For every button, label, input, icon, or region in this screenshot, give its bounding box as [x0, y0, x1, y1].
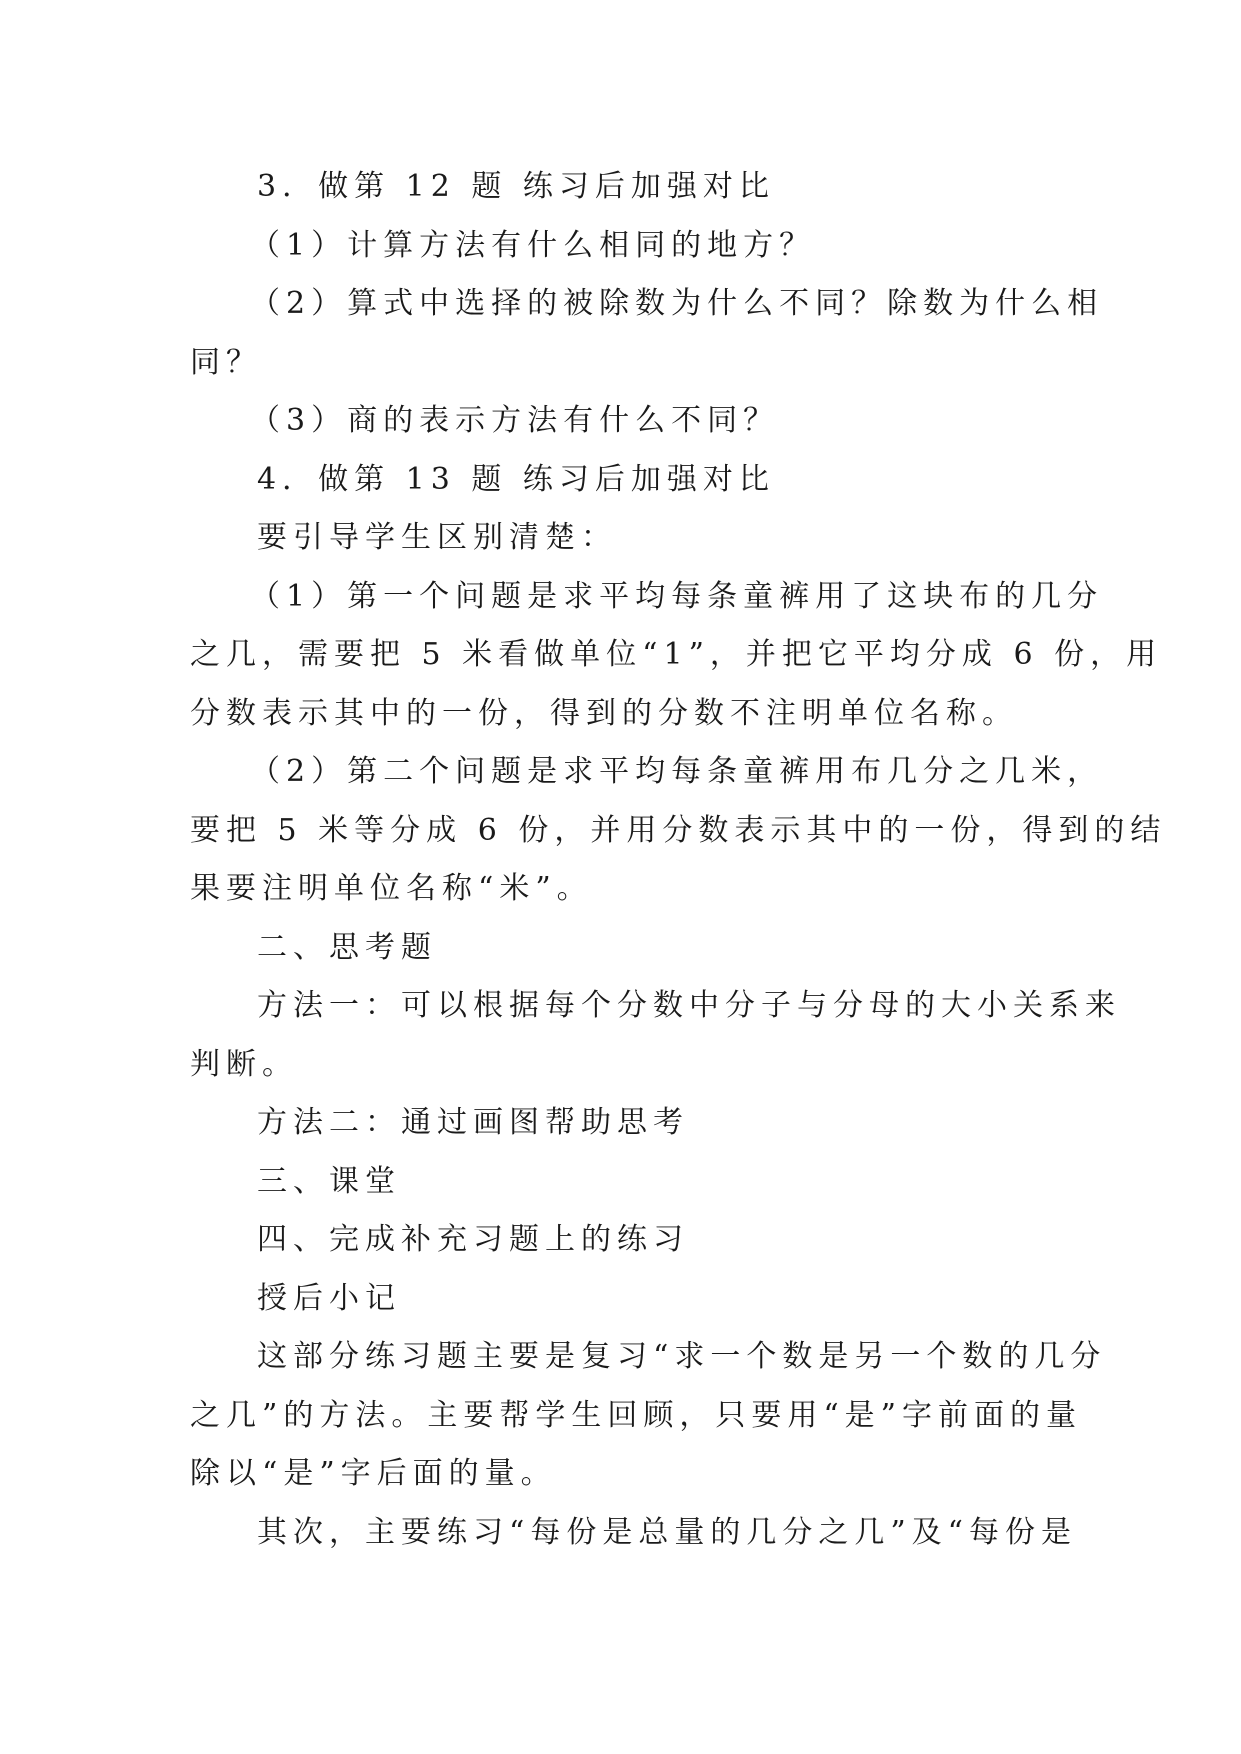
- text-line: 方法一：可以根据每个分数中分子与分母的大小关系来: [257, 988, 1121, 1023]
- section-heading: 二、思考题: [257, 929, 437, 965]
- text-line: 3．做第 12 题 练习后加强对比: [257, 169, 775, 204]
- document-body: [190, 158, 1167, 1562]
- text-line: （3）商的表示方法有什么不同？: [250, 403, 780, 438]
- text-line: 除以“是”字后面的量。: [190, 1456, 557, 1491]
- text-line: 这部分练习题主要是复习“求一个数是另一个数的几分: [257, 1339, 1107, 1374]
- section-heading: 四、完成补充习题上的练习: [257, 1222, 689, 1257]
- text-line: 同？: [190, 344, 262, 380]
- text-line: 要把 5 米等分成 6 份，并用分数表示其中的一份，得到的结: [190, 812, 1167, 848]
- text-line: 要引导学生区别清楚：: [257, 520, 617, 555]
- section-heading: 授后小记: [257, 1280, 401, 1316]
- text-line: 之几，需要把 5 米看做单位“1”，并把它平均分成 6 份，用: [190, 637, 1163, 672]
- text-line: 判断。: [190, 1046, 298, 1082]
- text-line: （2）第二个问题是求平均每条童裤用布几分之几米，: [250, 754, 1104, 789]
- text-line: 分数表示其中的一份，得到的分数不注明单位名称。: [190, 695, 1018, 731]
- text-line: （1）计算方法有什么相同的地方？: [250, 227, 816, 263]
- text-line: （1）第一个问题是求平均每条童裤用了这块布的几分: [250, 578, 1104, 614]
- section-heading: 三、课堂: [257, 1163, 401, 1199]
- text-line: 果要注明单位名称“米”。: [190, 871, 593, 906]
- text-line: 方法二：通过画图帮助思考: [257, 1105, 689, 1140]
- text-line: （2）算式中选择的被除数为什么不同？除数为什么相: [250, 286, 1104, 321]
- text-line: 之几”的方法。主要帮学生回顾，只要用“是”字前面的量: [190, 1397, 1083, 1433]
- text-line: 4．做第 13 题 练习后加强对比: [257, 461, 775, 497]
- text-line: 其次，主要练习“每份是总量的几分之几”及“每份是: [257, 1514, 1078, 1550]
